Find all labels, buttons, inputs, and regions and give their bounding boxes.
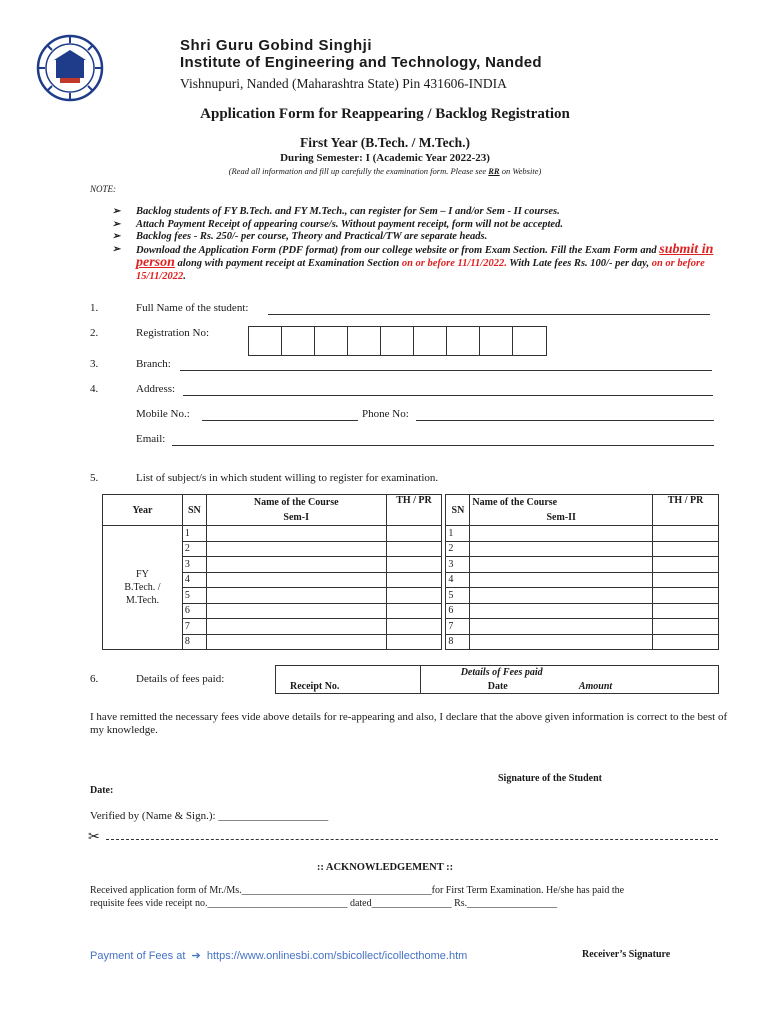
college-emblem-icon [36,34,104,102]
thpr-input[interactable] [386,603,442,619]
course-input[interactable] [470,526,653,542]
sem1-label: Sem-I [206,510,386,526]
course-header-sem2: Name of the Course [470,495,653,511]
branch-field[interactable] [180,370,712,371]
institute-name-line1: Shri Guru Gobind Singhji [180,37,372,54]
full-name-field[interactable] [268,314,710,315]
sem2-label: Sem-II [470,510,653,526]
note-label: NOTE: [90,184,117,194]
registration-digit-box[interactable] [249,327,282,355]
payment-label: Payment of Fees at [90,950,186,962]
institute-name-line2: Institute of Engineering and Technology, Nanded [180,54,542,71]
date-header: Date [420,680,575,694]
sn-cell: 4 [446,572,470,588]
registration-digit-box[interactable] [513,327,546,355]
field-number: 2. [90,327,99,339]
subjects-label: List of subject/s in which student willing to register for examination. [136,472,439,484]
sn-cell: 2 [182,541,206,557]
registration-label: Registration No: [136,327,210,339]
branch-label: Branch: [136,358,171,370]
arrow-right-icon: ➔ [188,950,204,962]
note-item: ➢ Backlog students of FY B.Tech. and FY M.Tech., can register for Sem – I and/or Sem - II courses. [112,206,560,217]
mobile-field[interactable] [202,420,358,421]
course-input[interactable] [206,541,386,557]
thpr-input[interactable] [653,526,719,542]
field-number: 3. [90,358,99,370]
sn-cell: 1 [182,526,206,542]
thpr-input[interactable] [386,634,442,650]
registration-digit-box[interactable] [348,327,381,355]
arrow-bullet-icon: ➢ [112,231,121,242]
sn-cell: 4 [182,572,206,588]
thpr-input[interactable] [653,588,719,604]
date-label: Date: [90,785,114,796]
course-input[interactable] [470,588,653,604]
sn-cell: 3 [446,557,470,573]
thpr-input[interactable] [653,557,719,573]
course-table [102,494,719,650]
fees-caption: Details of Fees paid [420,666,718,680]
arrow-bullet-icon: ➢ [112,218,121,230]
thpr-input[interactable] [386,588,442,604]
sn-cell: 1 [446,526,470,542]
address-field[interactable] [183,395,713,396]
mobile-label: Mobile No.: [136,408,190,420]
fees-paid-label: Details of fees paid: [136,673,225,685]
phone-label: Phone No: [362,408,409,420]
course-input[interactable] [206,572,386,588]
notes-list [112,206,732,283]
thpr-input[interactable] [653,634,719,650]
verified-by-label: Verified by (Name & Sign.): ____________________ [90,810,329,822]
sn-cell: 6 [182,603,206,619]
thpr-header-sem1: TH / PR [386,495,442,526]
student-signature-label: Signature of the Student [498,773,602,784]
note-item: ➢ Attach Payment Receipt of appearing course/s. Without payment receipt, form will not be accepted. [112,218,563,230]
acknowledgement-title: :: ACKNOWLEDGEMENT :: [316,862,454,873]
payment-link[interactable]: https://www.onlinesbi.com/sbicollect/icollecthome.htm [206,950,468,962]
read-note: (Read all information and fill up carefully the examination form. Please see RR on Website) [228,166,542,176]
course-input[interactable] [206,526,386,542]
amount-header: Amount [575,680,719,694]
full-name-label: Full Name of the student: [136,302,249,314]
field-number: 5. [90,472,99,484]
year-cell: FY B.Tech. / M.Tech. [103,526,183,650]
course-input[interactable] [470,619,653,635]
phone-field[interactable] [416,420,714,421]
field-number: 6. [90,673,99,685]
sn-cell: 6 [446,603,470,619]
registration-digit-box[interactable] [282,327,315,355]
semester-info: During Semester: I (Academic Year 2022-23) [280,152,490,164]
course-input[interactable] [206,588,386,604]
course-input[interactable] [206,634,386,650]
payment-info [90,949,467,962]
field-number: 4. [90,383,99,395]
sn-cell: 2 [446,541,470,557]
course-input[interactable] [470,572,653,588]
arrow-bullet-icon: ➢ [112,243,121,255]
scissors-icon: ✂ [88,830,100,845]
course-input[interactable] [206,603,386,619]
course-input[interactable] [470,603,653,619]
email-label: Email: [136,433,166,445]
year-header: Year [103,495,183,526]
address-label: Address: [136,383,176,395]
registration-digit-box[interactable] [315,327,348,355]
registration-digit-box[interactable] [414,327,447,355]
sn-cell: 5 [182,588,206,604]
sn-cell: 5 [446,588,470,604]
acknowledgement-line2: requisite fees vide receipt no.____________________________ dated________________ Rs.__________________ [90,898,558,909]
sn-cell: 8 [182,634,206,650]
thpr-input[interactable] [653,541,719,557]
thpr-input[interactable] [653,619,719,635]
registration-digit-box[interactable] [480,327,513,355]
receiver-signature-label: Receiver’s Signature [582,949,671,960]
thpr-input[interactable] [386,619,442,635]
thpr-header-sem2: TH / PR [653,495,719,526]
sn-cell: 7 [446,619,470,635]
form-title: Application Form for Reappearing / Backlog Registration [200,106,570,122]
thpr-input[interactable] [386,572,442,588]
note-item: ➢ Download the Application Form (PDF format) from our college website or from Exam Section. Fill the Exam Form and submit in person along with payment receipt at Examination Section on or before 11/11/2022. With Late fees Rs. 100/- per day, on or before 15/11/2022. [112,241,714,282]
declaration-text: I have remitted the necessary fees vide above details for re-appearing and also, I declare that the above given information is correct to the best of my knowledge. [90,711,728,736]
course-input[interactable] [470,634,653,650]
sn-cell: 8 [446,634,470,650]
course-input[interactable] [206,619,386,635]
field-number: 1. [90,302,99,314]
course-input[interactable] [470,557,653,573]
fees-table [275,665,719,694]
course-header-sem1: Name of the Course [206,495,386,511]
thpr-input[interactable] [386,541,442,557]
thpr-input[interactable] [653,572,719,588]
sn-cell: 3 [182,557,206,573]
course-input[interactable] [206,557,386,573]
registration-digit-box[interactable] [447,327,480,355]
registration-digit-box[interactable] [381,327,414,355]
sn-header: SN [182,495,206,526]
acknowledgement-line1: Received application form of Mr./Ms.______________________________________for First Term Examination. He/she has paid the [90,885,625,896]
thpr-input[interactable] [386,557,442,573]
thpr-input[interactable] [386,526,442,542]
institute-address: Vishnupuri, Nanded (Maharashtra State) Pin 431606-INDIA [180,76,507,91]
sn-cell: 7 [182,619,206,635]
cut-line [106,839,718,840]
email-field[interactable] [172,445,714,446]
receipt-header: Receipt No. [276,680,421,694]
registration-number-boxes[interactable] [248,326,547,356]
sn-header: SN [446,495,470,526]
note-item: ➢ Backlog fees - Rs. 250/- per course, Theory and Practical/TW are separate heads. [112,231,488,242]
thpr-input[interactable] [653,603,719,619]
form-subtitle: First Year (B.Tech. / M.Tech.) [300,135,470,150]
course-input[interactable] [470,541,653,557]
arrow-bullet-icon: ➢ [112,206,121,217]
